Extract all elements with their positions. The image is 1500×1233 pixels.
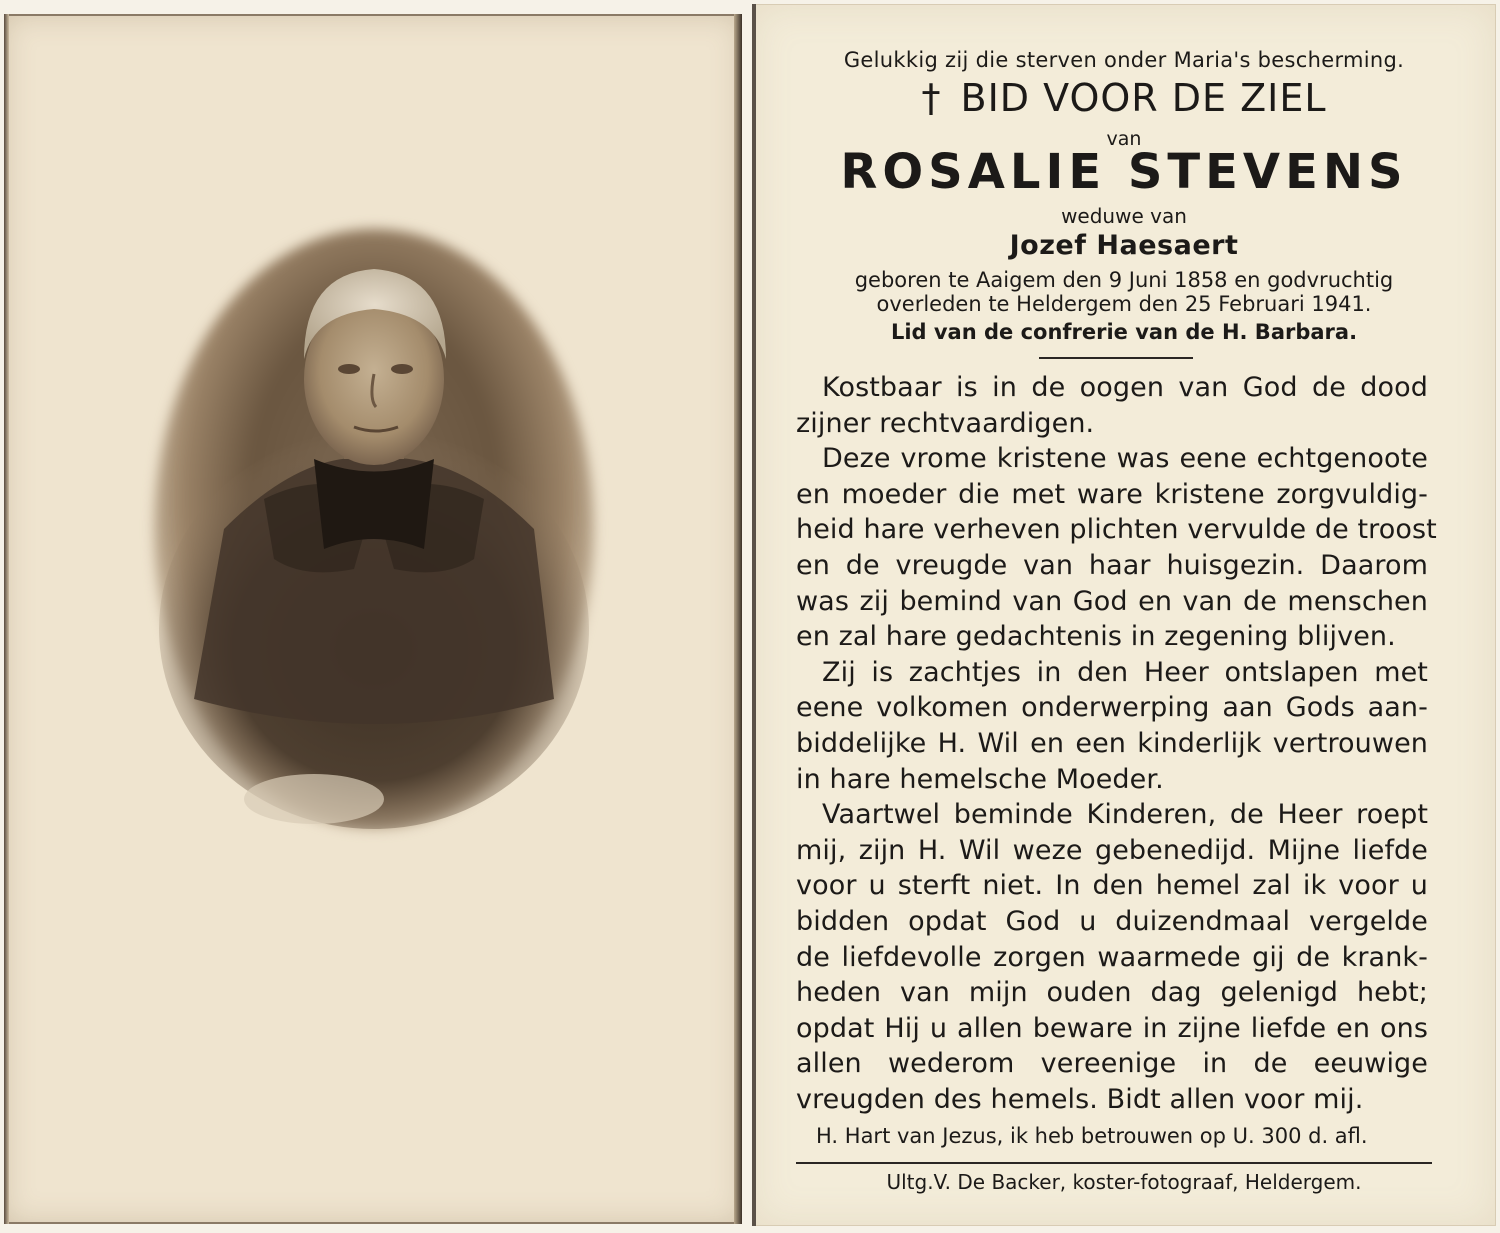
- divider: [1039, 357, 1193, 359]
- prayer-heading: [752, 76, 1496, 120]
- body-line: zijner rechtvaardigen.: [796, 407, 1095, 439]
- husband-name: Jozef Haesaert: [1009, 230, 1239, 261]
- van-label: van: [1106, 128, 1142, 150]
- body-line: en moeder die met ware kristene zorgvuldig-: [796, 478, 1428, 510]
- body-text: [796, 370, 1437, 1117]
- motto: Gelukkig zij die sterven onder Maria's bescherming.: [843, 48, 1405, 72]
- card-edge: [4, 14, 9, 1224]
- body-line: Deze vrome kristene was eene echtgenoote: [822, 443, 1428, 475]
- body-line: biddelijke H. Wil en een kinderlijk vertrouwen: [796, 727, 1428, 759]
- body-line: mij, zijn H. Wil weze gebenedijd. Mijne liefde: [796, 834, 1428, 866]
- body-line: vreugden des hemels. Bidt allen voor mij.: [796, 1083, 1364, 1115]
- closing-prayer: H. Hart van Jezus, ik heb betrouwen op U. 300 d. afl.: [816, 1124, 1368, 1148]
- divider: [796, 1162, 1432, 1164]
- memorial-card-photo-side: [4, 14, 742, 1224]
- portrait-photograph: [154, 229, 594, 829]
- card-edge: [734, 14, 742, 1224]
- widow-of-label: weduwe van: [1061, 204, 1187, 228]
- birth-line: geboren te Aaigem den 9 Juni 1858 en godvruchtig: [854, 268, 1394, 292]
- body-line: bidden opdat God u duizendmaal vergelde: [796, 905, 1428, 937]
- body-line: de liefdevolle zorgen waarmede gij de krank-: [796, 941, 1428, 973]
- body-line: allen wederom vereenige in de eeuwige: [796, 1048, 1428, 1080]
- body-line: Zij is zachtjes in den Heer ontslapen met: [822, 656, 1428, 688]
- body-line: Vaartwel beminde Kinderen, de Heer roept: [822, 799, 1428, 831]
- deceased-name: ROSALIE STEVENS: [840, 144, 1408, 200]
- confrerie-line: Lid van de confrerie van de H. Barbara.: [890, 320, 1358, 344]
- heading-text: BID VOOR DE ZIEL: [960, 76, 1327, 120]
- body-line: eene volkomen onderwerping aan Gods aan-: [796, 692, 1428, 724]
- death-line: overleden te Heldergem den 25 Februari 1941.: [876, 292, 1372, 316]
- cross-icon: †: [921, 76, 942, 120]
- body-line: opdat Hij u allen beware in zijne liefde en ons: [796, 1012, 1428, 1044]
- body-line: Kostbaar is in de oogen van God de dood: [822, 372, 1428, 403]
- printer-credit: Ultg.V. De Backer, koster-fotograaf, Heldergem.: [886, 1170, 1362, 1194]
- body-line: voor u sterft niet. In den hemel zal ik voor u: [796, 870, 1428, 902]
- body-line: en zal hare gedachtenis in zegening blijven.: [796, 621, 1396, 653]
- body-line: was zij bemind van God en van de menschen: [796, 585, 1428, 617]
- body-line: heden van mijn ouden dag gelenigd hebt;: [796, 977, 1428, 1009]
- body-line: in hare hemelsche Moeder.: [796, 763, 1164, 795]
- body-line: en de vreugde van haar huisgezin. Daarom: [796, 549, 1428, 581]
- body-line: heid hare verheven plichten vervulde de troost: [796, 514, 1437, 546]
- memorial-card-text-side: [752, 4, 1496, 1226]
